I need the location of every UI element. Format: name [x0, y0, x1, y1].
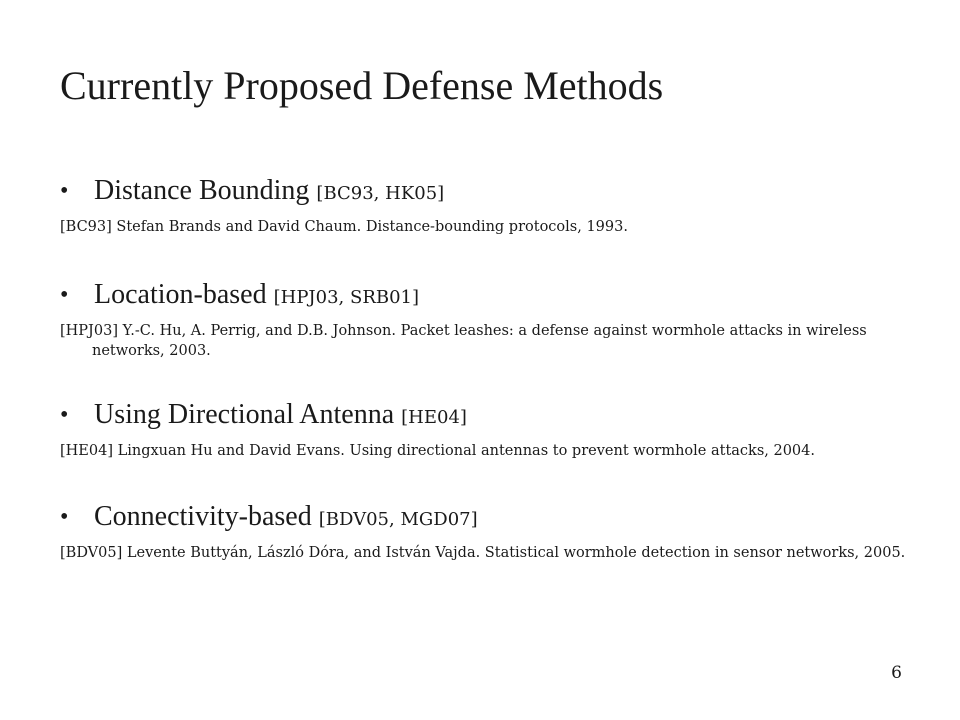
method-connectivity-based	[60, 500, 920, 563]
reference-text: [BC93] Stefan Brands and David Chaum. Distance-bounding protocols, 1993.	[60, 219, 628, 235]
page-number: 6	[891, 663, 902, 683]
reference-text: [HE04] Lingxuan Hu and David Evans. Using directional antennas to prevent wormhole attacks, 2004.	[60, 443, 815, 459]
slide-title: Currently Proposed Defense Methods	[60, 63, 664, 108]
method-name: Distance Bounding	[94, 175, 310, 206]
bullet-dot-icon: •	[60, 282, 69, 308]
reference-text: [HPJ03] Y.-C. Hu, A. Perrig, and D.B. Johnson. Packet leashes: a defense against wormhole attacks in wireless networks, 2003.	[60, 323, 867, 359]
bullet-heading	[60, 500, 920, 537]
bullet-heading	[60, 278, 920, 315]
method-citations: [BDV05, MGD07]	[318, 509, 478, 530]
method-location-based	[60, 278, 920, 361]
reference-text: [BDV05] Levente Buttyán, László Dóra, and István Vajda. Statistical wormhole detection in sensor networks, 2005.	[60, 545, 906, 561]
method-name: Using Directional Antenna	[94, 399, 395, 430]
method-name: Location-based	[94, 279, 267, 310]
bullet-heading	[60, 398, 920, 435]
method-name: Connectivity-based	[94, 501, 312, 532]
method-distance-bounding	[60, 174, 920, 237]
bullet-dot-icon: •	[60, 504, 69, 530]
method-citations: [HE04]	[401, 407, 467, 428]
method-citations: [HPJ03, SRB01]	[273, 287, 420, 308]
bullet-dot-icon: •	[60, 178, 69, 204]
bullet-dot-icon: •	[60, 402, 69, 428]
method-citations: [BC93, HK05]	[316, 183, 445, 204]
bullet-heading	[60, 174, 920, 211]
method-directional-antenna	[60, 398, 920, 461]
